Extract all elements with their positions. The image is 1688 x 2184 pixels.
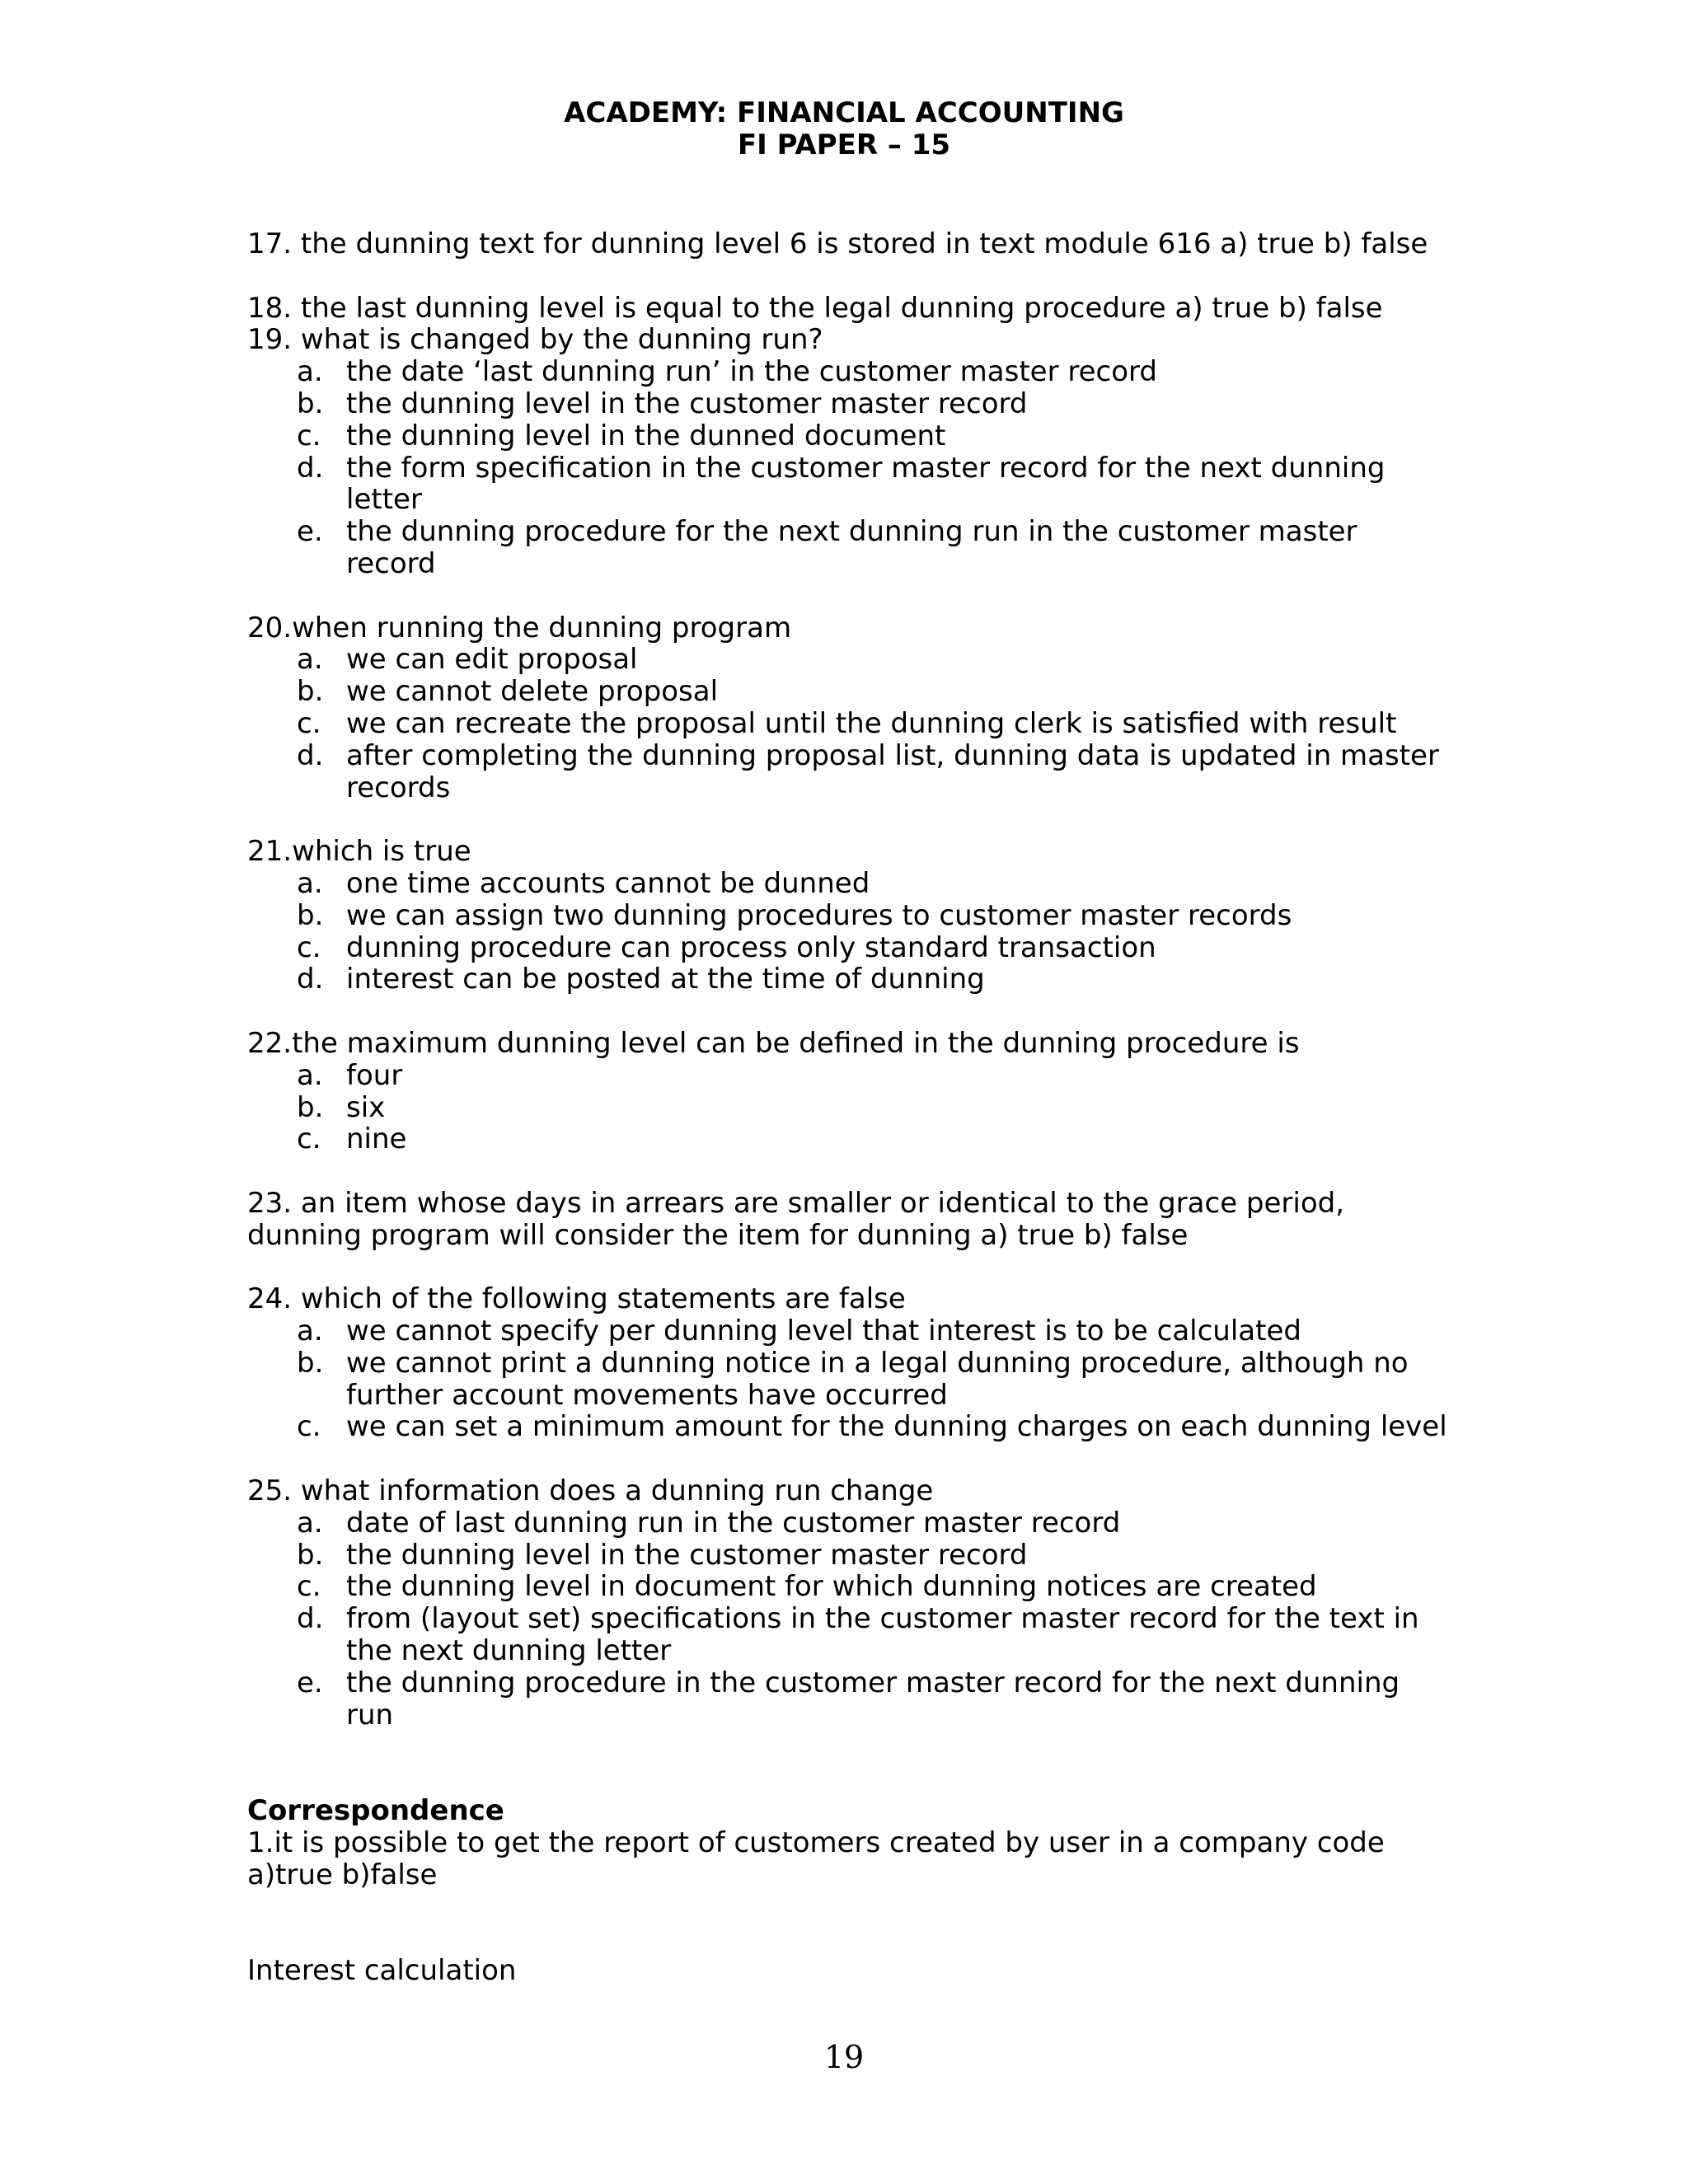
option-item: c. the dunning level in document for which dunning notices are created: [297, 1570, 1317, 1604]
option-item: d. from (layout set) specifications in the customer master record for the text in the next dunning letter: [297, 1602, 1419, 1668]
option-item: d. the form specification in the customer master record for the next dunning letter: [297, 451, 1386, 517]
option-item: c. dunning procedure can process only standard transaction: [297, 930, 1156, 964]
question-23-line-1: 23. an item whose days in arrears are smaller or identical to the grace period,: [247, 1186, 1345, 1220]
header-subtitle: FI PAPER – 15: [737, 129, 951, 162]
section-heading-interest-calculation: Interest calculation: [247, 1954, 517, 1988]
option-item: e. the dunning procedure in the customer master record for the next dunning run: [297, 1666, 1400, 1732]
option-item: b. six: [297, 1090, 386, 1124]
question-18: 18. the last dunning level is equal to the legal dunning procedure a) true b) false: [247, 291, 1383, 325]
question-24: 24. which of the following statements are false: [247, 1282, 906, 1316]
option-item: b. the dunning level in the customer master record: [297, 387, 1028, 420]
option-item: d. after completing the dunning proposal list, dunning data is updated in master records: [297, 738, 1439, 804]
section-heading-correspondence: Correspondence: [247, 1794, 504, 1828]
option-item: c. we can recreate the proposal until the dunning clerk is satisfied with result: [297, 706, 1397, 740]
question-21-options: [247, 868, 1451, 996]
spacer: [247, 260, 1451, 293]
question-25: 25. what information does a dunning run change: [247, 1474, 934, 1508]
option-item: b. we cannot print a dunning notice in a legal dunning procedure, although no further account movements have occurred: [297, 1346, 1409, 1412]
option-item: d. interest can be posted at the time of dunning: [297, 963, 985, 996]
spacer: [247, 1891, 1451, 1955]
question-22-options: [247, 1060, 1451, 1155]
option-item: c. the dunning level in the dunned document: [297, 419, 946, 452]
question-21: 21.which is true: [247, 835, 471, 869]
question-20-options: [247, 644, 1451, 804]
correspondence-question-1-line-2: a)true b)false: [247, 1858, 438, 1891]
question-22: 22.the maximum dunning level can be defined in the dunning procedure is: [247, 1026, 1300, 1060]
page-number: 19: [823, 2039, 865, 2075]
spacer: [247, 580, 1451, 612]
question-17: 17. the dunning text for dunning level 6 is stored in text module 616 a) true b) false: [247, 227, 1428, 260]
spacer: [247, 1731, 1451, 1795]
spacer: [247, 804, 1451, 836]
option-item: a. four: [297, 1058, 403, 1092]
question-20: 20.when running the dunning program: [247, 611, 792, 644]
spacer: [247, 1252, 1451, 1284]
question-19: 19. what is changed by the dunning run?: [247, 323, 823, 357]
question-24-options: [247, 1315, 1451, 1443]
spacer: [247, 996, 1451, 1028]
option-item: b. the dunning level in the customer master record: [297, 1538, 1028, 1572]
spacer: [247, 1155, 1451, 1188]
question-25-options: [247, 1507, 1451, 1732]
question-19-options: [247, 356, 1451, 580]
option-item: c. we can set a minimum amount for the dunning charges on each dunning level: [297, 1410, 1447, 1444]
question-23-line-2: dunning program will consider the item for dunning a) true b) false: [247, 1218, 1189, 1252]
option-item: e. the dunning procedure for the next dunning run in the customer master record: [297, 515, 1357, 580]
option-item: a. we can edit proposal: [297, 643, 638, 677]
option-item: a. the date ‘last dunning run’ in the customer master record: [297, 355, 1157, 389]
correspondence-question-1-line-1: 1.it is possible to get the report of customers created by user in a company code: [247, 1825, 1385, 1859]
option-item: c. nine: [297, 1122, 407, 1156]
page-header: [0, 97, 1688, 162]
option-item: a. we cannot specify per dunning level that interest is to be calculated: [297, 1315, 1301, 1348]
spacer: [247, 1443, 1451, 1475]
header-title: ACADEMY: FINANCIAL ACCOUNTING: [564, 96, 1124, 129]
option-item: b. we cannot delete proposal: [297, 675, 719, 709]
option-item: a. date of last dunning run in the customer master record: [297, 1506, 1121, 1540]
page-content: [247, 228, 1451, 1987]
option-item: b. we can assign two dunning procedures to customer master records: [297, 898, 1292, 932]
option-item: a. one time accounts cannot be dunned: [297, 866, 870, 900]
